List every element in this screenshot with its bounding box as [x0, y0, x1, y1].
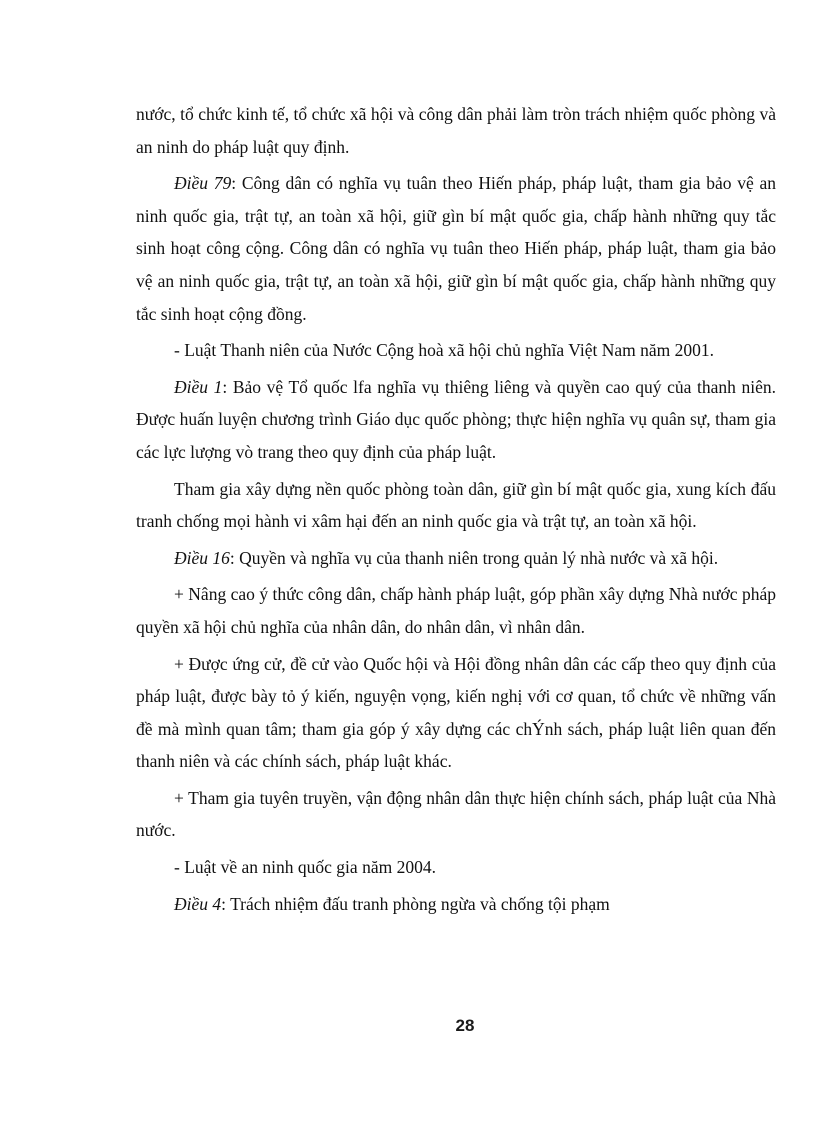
paragraph-bullet-2: [136, 648, 776, 778]
paragraph-text: + Được ứng cử, đề cử vào Quốc hội và Hội đồng nhân dân các cấp theo quy định của pháp luật, được bày tỏ ý kiến, nguyện vọng, kiến nghị với cơ quan, tổ chức về những vấn đề mà mình quan tâm; tham gia góp ý xây dựng các chÝnh sách, pháp luật liên quan đến thanh niên và các chính sách, pháp luật khác.: [136, 653, 776, 772]
paragraph-article-4: [136, 888, 776, 921]
paragraph-text: : Quyền và nghĩa vụ của thanh niên trong quản lý nhà nước và xã hội.: [229, 547, 719, 568]
article-label: Điều 4: [174, 893, 222, 914]
paragraph-bullet-3: [136, 782, 776, 847]
article-label: Điều 16: [174, 547, 230, 568]
article-label: Điều 1: [174, 376, 223, 397]
paragraph-article-79: [136, 167, 776, 330]
paragraph-text: + Nâng cao ý thức công dân, chấp hành pháp luật, góp phần xây dựng Nhà nước pháp quyền xã hội chủ nghĩa của nhân dân, do nhân dân, vì nhân dân.: [136, 584, 776, 637]
paragraph-article-1: [136, 371, 776, 469]
paragraph-text: : Bảo vệ Tổ quốc lfa nghĩa vụ thiêng liêng và quyền cao quý của thanh niên. Được huấn luyện chương trình Giáo dục quốc phòng; thực hiện nghĩa vụ quân sự, tham gia các lực lượng vò trang theo quy định của pháp luật.: [136, 376, 776, 462]
paragraph-national-defense: [136, 473, 776, 538]
paragraph-security-law: [136, 851, 776, 884]
article-label: Điều 79: [174, 173, 232, 194]
paragraph-text: + Tham gia tuyên truyền, vận động nhân dân thực hiện chính sách, pháp luật của Nhà nước.: [136, 787, 776, 841]
paragraph-text: - Luật về an ninh quốc gia năm 2004.: [174, 857, 436, 878]
paragraph-bullet-1: [136, 578, 776, 643]
paragraph-text: - Luật Thanh niên của Nước Cộng hoà xã hội chủ nghĩa Việt Nam năm 2001.: [174, 340, 714, 361]
paragraph-text: : Công dân có nghĩa vụ tuân theo Hiến pháp, pháp luật, tham gia bảo vệ an ninh quốc gia, trật tự, an toàn xã hội, giữ gìn bí mật quốc gia, chấp hành những quy tắc sinh hoạt công cộng. Công dân có nghĩa vụ tuân theo Hiến pháp, pháp luật, tham gia bảo vệ an ninh quốc gia, trật tự, an toàn xã hội, giữ gìn bí mật quốc gia, chấp hành những quy tắc sinh hoạt cộng đồng.: [136, 173, 776, 324]
document-body: [136, 98, 776, 920]
paragraph-article-16: [136, 542, 776, 575]
page-number: 28: [455, 1016, 475, 1035]
paragraph-1: [136, 98, 776, 163]
paragraph-text: nước, tổ chức kinh tế, tổ chức xã hội và công dân phải làm tròn trách nhiệm quốc phòng và an ninh do pháp luật quy định.: [136, 104, 776, 157]
paragraph-text: Tham gia xây dựng nền quốc phòng toàn dân, giữ gìn bí mật quốc gia, xung kích đấu tranh chống mọi hành vi xâm hại đến an ninh quốc gia và trật tự, an toàn xã hội.: [136, 478, 776, 532]
paragraph-youth-law: [136, 334, 776, 367]
paragraph-text: : Trách nhiệm đấu tranh phòng ngừa và chống tội phạm: [221, 893, 610, 914]
